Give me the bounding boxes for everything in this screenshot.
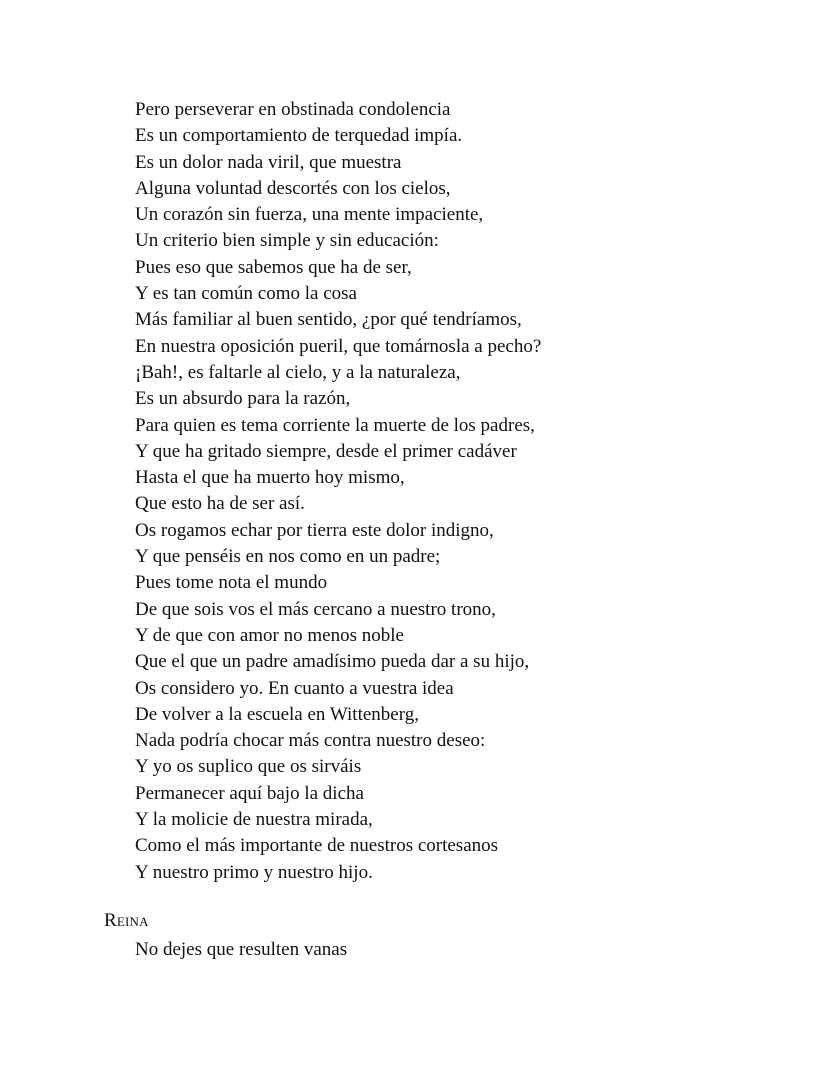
verse-line: Es un absurdo para la razón, (135, 388, 351, 410)
verse-line: Alguna voluntad descortés con los cielos, (135, 177, 451, 199)
speaker-name: Reina (104, 910, 149, 931)
verse-line: Y que penséis en nos como en un padre; (135, 546, 441, 568)
verse-line: Para quien es tema corriente la muerte de los padres, (135, 414, 535, 436)
verse-line: Un criterio bien simple y sin educación: (135, 230, 439, 252)
verse-line: Y nuestro primo y nuestro hijo. (135, 861, 373, 883)
verse-line: Que esto ha de ser así. (135, 493, 305, 515)
verse-line: Pues tome nota el mundo (135, 572, 328, 594)
verse-line: De volver a la escuela en Wittenberg, (135, 703, 419, 725)
verse-line: Y que ha gritado siempre, desde el primer cadáver (135, 440, 517, 462)
verse-line: Os rogamos echar por tierra este dolor indigno, (135, 519, 494, 541)
verse-line: Permanecer aquí bajo la dicha (135, 782, 364, 804)
verse-line: Y yo os suplico que os sirváis (135, 756, 362, 778)
verse-line: En nuestra oposición pueril, que tomárnosla a pecho? (135, 335, 542, 357)
verse-line: Nada podría chocar más contra nuestro deseo: (135, 730, 486, 752)
verse-line: Y es tan común como la cosa (135, 283, 357, 305)
verse-line: Y de que con amor no menos noble (135, 624, 404, 646)
verse-line: Es un dolor nada viril, que muestra (135, 151, 402, 173)
verse-line: Un corazón sin fuerza, una mente impaciente, (135, 204, 484, 226)
verse-line: De que sois vos el más cercano a nuestro trono, (135, 598, 496, 620)
verse-line: Que el que un padre amadísimo pueda dar a su hijo, (135, 651, 530, 673)
speech-line: No dejes que resulten vanas (135, 939, 348, 960)
verse-line: Pero perseverar en obstinada condolencia (135, 99, 451, 120)
verse-line: Hasta el que ha muerto hoy mismo, (135, 467, 405, 489)
verse-block (135, 97, 541, 886)
verse-line: Os considero yo. En cuanto a vuestra idea (135, 677, 454, 699)
verse-line: Y la molicie de nuestra mirada, (135, 809, 373, 831)
verse-line: Como el más importante de nuestros cortesanos (135, 835, 499, 857)
verse-line: Pues eso que sabemos que ha de ser, (135, 256, 412, 278)
verse-line: Es un comportamiento de terquedad impía. (135, 125, 463, 147)
verse-line: Más familiar al buen sentido, ¿por qué tendríamos, (135, 309, 522, 331)
speech-block (135, 937, 347, 963)
verse-line: ¡Bah!, es faltarle al cielo, y a la naturaleza, (135, 361, 461, 383)
